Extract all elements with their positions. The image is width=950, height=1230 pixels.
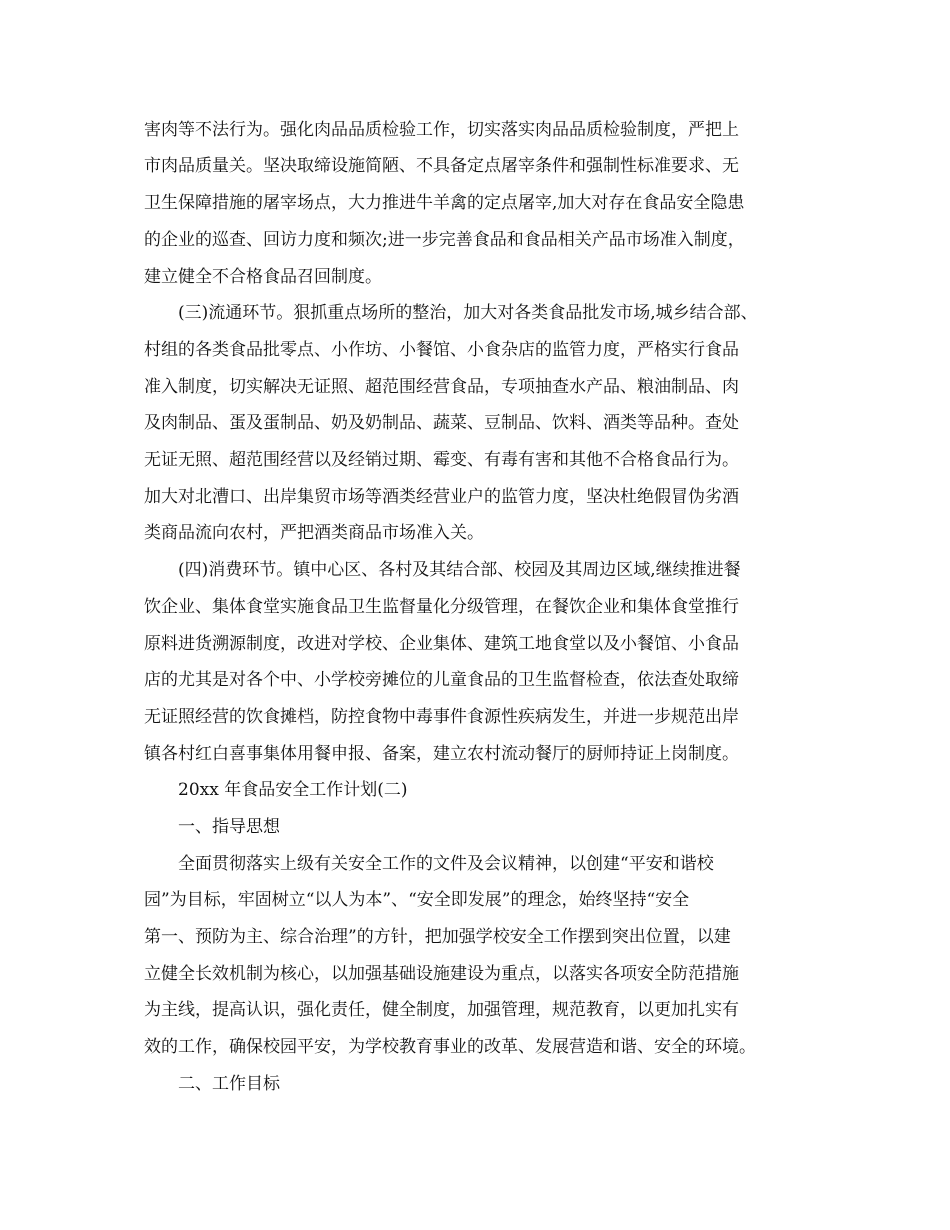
- body-text-line: 村组的各类食品批零点、小作坊、小餐馆、小食杂店的监管力度，严格实行食品: [144, 340, 739, 360]
- paragraph-first-line: 全面贯彻落实上级有关安全工作的文件及会议精神，以创建“平安和谐校: [178, 854, 714, 874]
- body-text-line: 效的工作，确保校园平安，为学校教育事业的改革、发展营造和谐、安全的环境。: [144, 1037, 756, 1057]
- body-text-line: 市肉品质量关。坚决取缔设施简陋、不具备定点屠宰条件和强制性标准要求、无: [144, 156, 739, 176]
- body-text-line: 立健全长效机制为核心，以加强基础设施建设为重点，以落实各项安全防范措施: [144, 964, 739, 984]
- body-text-line: 园”为目标，牢固树立“以人为本”、“安全即发展”的理念，始终坚持“安全: [144, 890, 690, 910]
- body-text-line: 原料进货溯源制度，改进对学校、企业集体、建筑工地食堂以及小餐馆、小食品: [144, 634, 739, 654]
- body-text-line: 饮企业、集体食堂实施食品卫生监督量化分级管理，在餐饮企业和集体食堂推行: [144, 597, 739, 617]
- body-text-line: 无证照经营的饮食摊档，防控食物中毒事件食源性疾病发生，并进一步规范出岸: [144, 707, 739, 727]
- body-text-line: 镇各村红白喜事集体用餐申报、备案，建立农村流动餐厅的厨师持证上岗制度。: [144, 744, 739, 764]
- body-text-line: 害肉等不法行为。强化肉品品质检验工作，切实落实肉品品质检验制度，严把上: [144, 120, 739, 140]
- body-text-line: 第一、预防为主、综合治理”的方针，把加强学校安全工作摆到突出位置，以建: [144, 927, 731, 947]
- body-text-line: 及肉制品、蛋及蛋制品、奶及奶制品、蔬菜、豆制品、饮料、酒类等品种。查处: [144, 413, 739, 433]
- section-title: 20xx 年食品安全工作计划(二): [178, 780, 408, 800]
- body-text-line: 无证无照、超范围经营以及经销过期、霉变、有毒有害和其他不合格食品行为。: [144, 450, 739, 470]
- section-heading: 一、指导思想: [178, 817, 280, 837]
- body-text-line: 建立健全不合格食品召回制度。: [144, 267, 382, 287]
- paragraph-first-line: (三)流通环节。狠抓重点场所的整治，加大对各类食品批发市场,城乡结合部、: [178, 303, 758, 323]
- body-text-line: 加大对北漕口、出岸集贸市场等酒类经营业户的监管力度，坚决杜绝假冒伪劣酒: [144, 487, 739, 507]
- body-text-line: 为主线，提高认识，强化责任，健全制度，加强管理，规范教育，以更加扎实有: [144, 1000, 739, 1020]
- body-text-line: 的企业的巡查、回访力度和频次;进一步完善食品和食品相关产品市场准入制度，: [144, 230, 745, 250]
- body-text-line: 店的尤其是对各个中、小学校旁摊位的儿童食品的卫生监督检查，依法查处取缔: [144, 670, 739, 690]
- body-text-line: 卫生保障措施的屠宰场点，大力推进牛羊禽的定点屠宰,加大对存在食品安全隐患: [144, 193, 745, 213]
- section-heading: 二、工作目标: [178, 1074, 280, 1094]
- paragraph-first-line: (四)消费环节。镇中心区、各村及其结合部、校园及其周边区域,继续推进餐: [178, 560, 741, 580]
- body-text-line: 类商品流向农村，严把酒类商品市场准入关。: [144, 523, 484, 543]
- body-text-line: 准入制度，切实解决无证照、超范围经营食品，专项抽查水产品、粮油制品、肉: [144, 377, 739, 397]
